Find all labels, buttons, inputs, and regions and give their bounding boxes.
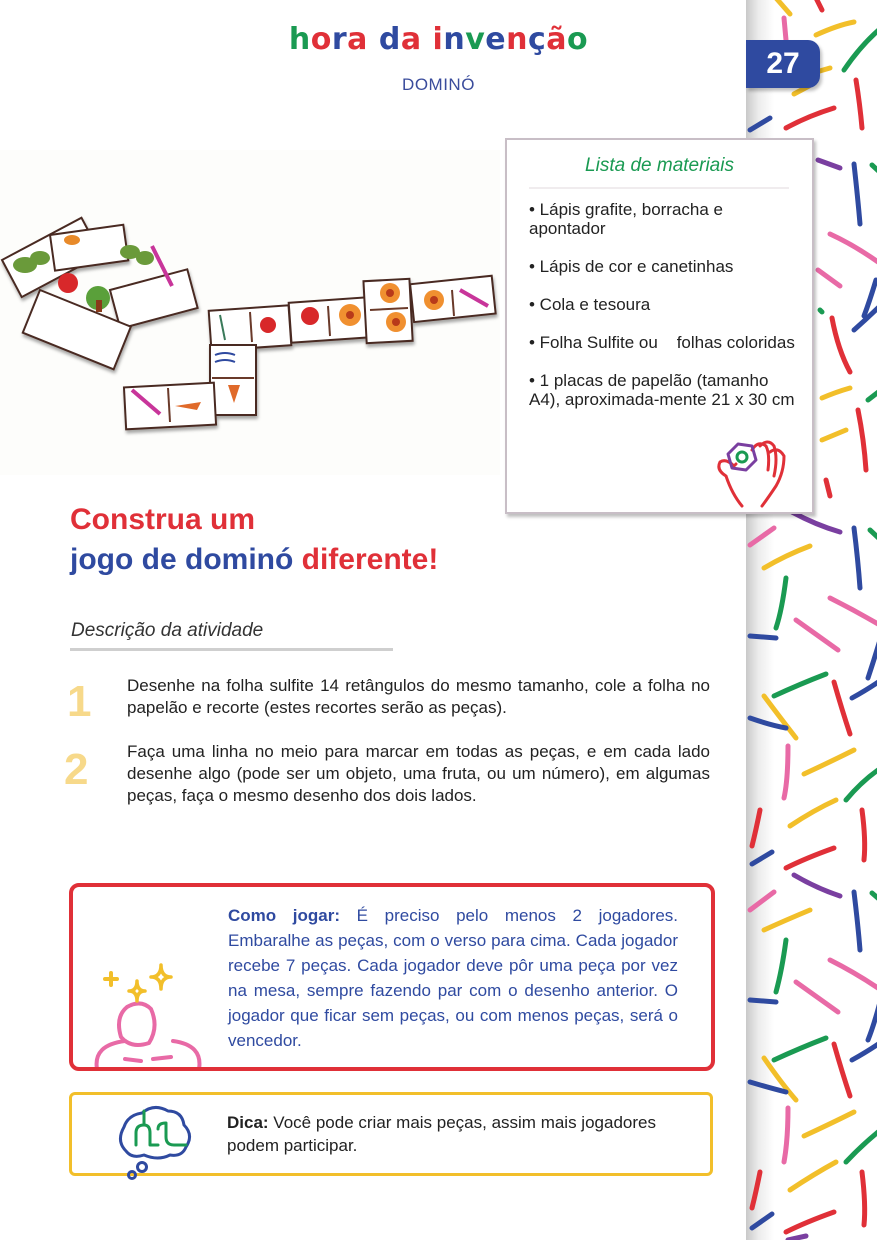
materials-item: • Lápis de cor e canetinhas xyxy=(529,257,734,276)
domino-photo xyxy=(0,150,500,475)
materials-list-card xyxy=(505,138,814,514)
domino-pieces-image xyxy=(0,150,500,475)
brand-letter: i xyxy=(432,22,444,57)
brand-letter: n xyxy=(506,22,528,57)
step-text: Desenhe na folha sulfite 14 retângulos do mesmo tamanho, cole a folha no papelão e recorte (estes recortes serão as peças). xyxy=(127,676,710,717)
brand-letter: a xyxy=(400,22,422,57)
step-text: Faça uma linha no meio para marcar em todas as peças, e em cada lado desenhe algo (pode ser um objeto, uma fruta, ou um número), em algumas peças, faça o mesmo desenho dos dois lados. xyxy=(127,742,710,805)
brand-letter xyxy=(368,22,379,58)
section-label-description: Descrição da atividade xyxy=(71,620,264,641)
brand-letter xyxy=(422,22,433,58)
materials-list xyxy=(529,200,799,428)
materials-item: • 1 placas de papelão (tamanho A4), aproximada-mente 21 x 30 cm xyxy=(529,371,795,409)
brand-letter: h xyxy=(288,22,311,57)
divider xyxy=(70,648,393,651)
brand-letter: o xyxy=(567,22,589,57)
brand-letter: o xyxy=(310,22,332,57)
page-number-badge: 27 xyxy=(746,40,820,88)
tip-label: Dica: xyxy=(227,1113,269,1132)
tip-body: Você pode criar mais peças, assim mais jogadores podem participar. xyxy=(227,1113,656,1155)
page-subtitle: DOMINÓ xyxy=(402,75,475,94)
hand-holding-nut-icon xyxy=(714,436,794,508)
materials-item: • Folha Sulfite ou folhas coloridas xyxy=(529,333,795,352)
brand-letter: ã xyxy=(546,22,568,57)
tip-text xyxy=(227,1111,667,1157)
brand-letter: d xyxy=(378,22,401,57)
materials-item: • Cola e tesoura xyxy=(529,295,651,314)
headline-line-1: Construa um xyxy=(70,503,256,536)
tip-box xyxy=(69,1092,713,1176)
person-sparkles-icon xyxy=(91,957,206,1067)
brand-letter: n xyxy=(443,22,466,57)
headline-line-2-red: diferente! xyxy=(301,543,439,576)
step-number: 1 xyxy=(67,677,92,726)
how-to-play-label: Como jogar: xyxy=(228,906,341,925)
brand-logo xyxy=(0,22,877,58)
divider xyxy=(529,187,789,189)
materials-item: • Lápis grafite, borracha e apontador xyxy=(529,200,724,238)
how-to-play-body: É preciso pelo menos 2 jogadores. Embaralhe as peças, com o verso para cima. Cada jogador recebe 7 peças. Cada jogador deve pôr uma peça por vez na mesa, sempre fazendo par com o desenho anterior. O jogador que ficar sem peças, ou com menos peças, será o vencedor. xyxy=(228,906,678,1050)
brand-letter: a xyxy=(347,22,368,57)
brand-letter: ç xyxy=(527,22,547,57)
thinking-brain-icon xyxy=(114,1101,194,1181)
brand-letter: e xyxy=(485,22,507,57)
brand-letter: r xyxy=(331,22,348,57)
how-to-play-text xyxy=(228,903,678,1053)
materials-title: Lista de materiais xyxy=(585,155,734,176)
headline-line-2-blue: jogo de dominó xyxy=(70,543,302,576)
activity-headline xyxy=(70,500,438,580)
brand-letter: v xyxy=(465,22,486,57)
step-number: 2 xyxy=(64,745,89,794)
how-to-play-box xyxy=(69,883,715,1071)
